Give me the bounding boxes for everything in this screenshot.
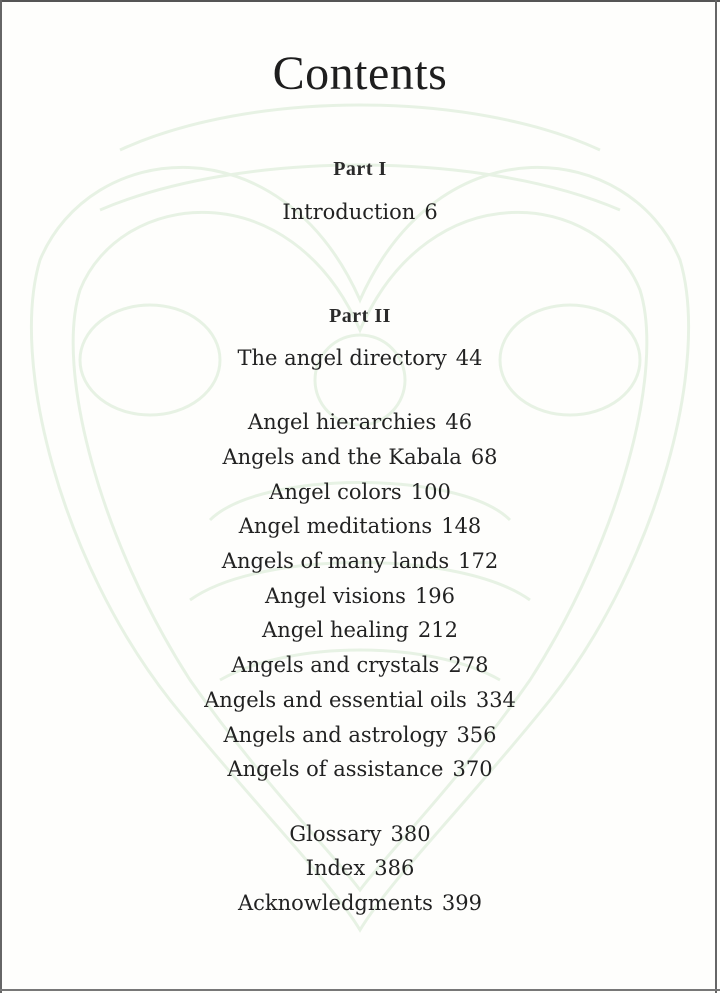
toc-entry-page: 68 xyxy=(470,445,498,469)
toc-entry-angels-kabala[interactable] xyxy=(0,440,720,474)
toc-entry-angel-directory[interactable] xyxy=(0,341,720,375)
toc-entry-title: Angels of many lands xyxy=(221,549,450,573)
toc-entry-page: 212 xyxy=(417,618,458,642)
toc-entry-title: Angel colors xyxy=(269,480,402,504)
toc-entry-page: 148 xyxy=(441,514,482,538)
toc-entry-title: Angels and astrology xyxy=(223,723,448,747)
toc-entry-title: The angel directory xyxy=(237,346,447,370)
toc-entry-page: 386 xyxy=(374,856,415,880)
toc-entry-page: 278 xyxy=(448,653,489,677)
toc-entry-acknowledgments[interactable] xyxy=(0,886,720,920)
toc-entry-angel-hierarchies[interactable] xyxy=(0,405,720,439)
toc-entry-angel-colors[interactable] xyxy=(0,475,720,509)
toc-entry-page: 6 xyxy=(424,200,438,224)
toc-entry-title: Angels of assistance xyxy=(227,757,444,781)
toc-entry-title: Angel meditations xyxy=(238,514,433,538)
toc-entry-introduction[interactable] xyxy=(0,195,720,229)
toc-entry-title: Angels and essential oils xyxy=(204,688,467,712)
toc-entry-title: Acknowledgments xyxy=(238,891,433,915)
toc-entry-page: 399 xyxy=(441,891,482,915)
toc-entry-page: 380 xyxy=(390,822,431,846)
toc-entry-angel-meditations[interactable] xyxy=(0,509,720,543)
toc-entry-angel-visions[interactable] xyxy=(0,579,720,613)
toc-entry-angels-astrology[interactable] xyxy=(0,718,720,752)
toc-entry-title: Angel healing xyxy=(262,618,409,642)
toc-entry-angels-essential-oils[interactable] xyxy=(0,683,720,717)
toc-entry-page: 44 xyxy=(455,346,483,370)
part-2-label: Part II xyxy=(329,305,391,327)
toc-entry-page: 46 xyxy=(445,410,473,434)
toc-entry-angels-assistance[interactable] xyxy=(0,752,720,786)
toc-entry-glossary[interactable] xyxy=(0,817,720,851)
toc-entry-title: Angels and crystals xyxy=(231,653,440,677)
toc-entry-page: 196 xyxy=(414,584,456,608)
toc-entry-title: Angels and the Kabala xyxy=(222,445,462,469)
toc-entry-page: 334 xyxy=(475,688,516,712)
toc-entry-index[interactable] xyxy=(0,851,720,885)
toc-entry-title: Index xyxy=(305,856,366,880)
part-1-label: Part I xyxy=(333,158,387,180)
toc-entry-page: 100 xyxy=(410,480,451,504)
page-border-top xyxy=(0,0,720,2)
page-title: Contents xyxy=(272,47,448,100)
toc-entry-title: Angel visions xyxy=(264,584,406,608)
toc-entry-title: Angel hierarchies xyxy=(247,410,437,434)
toc-entry-title: Glossary xyxy=(289,822,382,846)
toc-entry-page: 370 xyxy=(452,757,493,781)
toc-entry-title: Introduction xyxy=(282,200,416,224)
toc-entry-page: 172 xyxy=(458,549,499,573)
toc-entry-angel-healing[interactable] xyxy=(0,613,720,647)
toc-entry-angels-many-lands[interactable] xyxy=(0,544,720,578)
toc-entry-angels-crystals[interactable] xyxy=(0,648,720,682)
toc-entry-page: 356 xyxy=(456,723,497,747)
page-border-bottom xyxy=(0,989,720,991)
